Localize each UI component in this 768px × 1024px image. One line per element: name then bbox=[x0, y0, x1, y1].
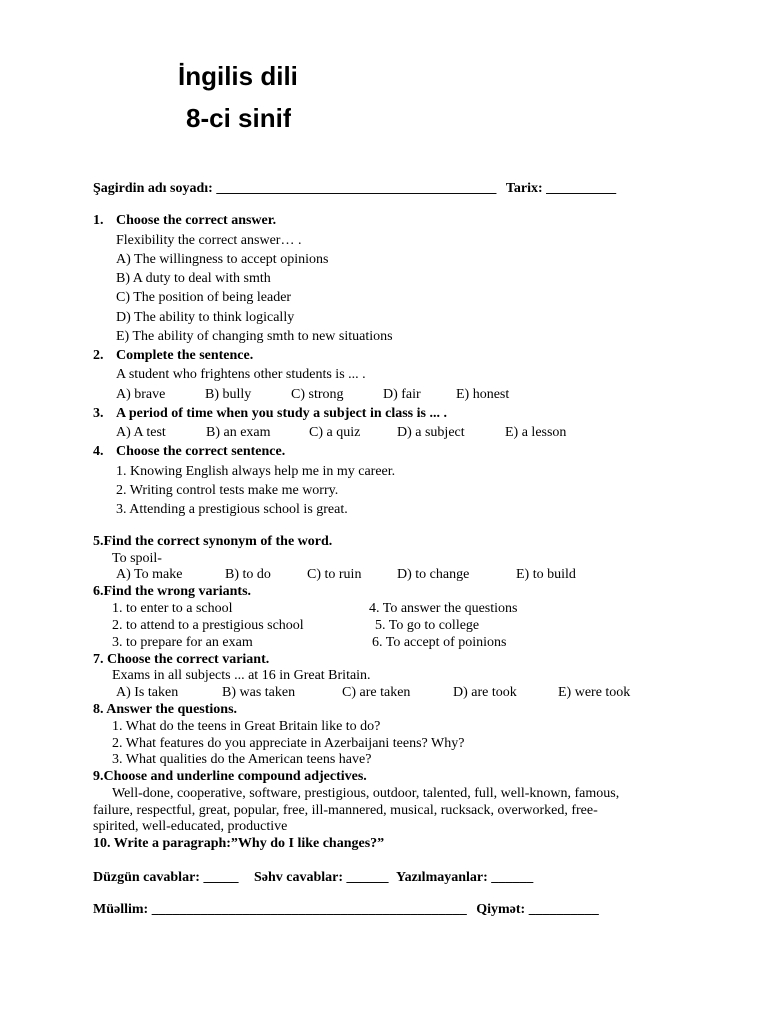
q2-option-e[interactable]: E) honest bbox=[456, 387, 510, 402]
teacher-line bbox=[93, 901, 599, 918]
q1-prompt: Flexibility the correct answer… . bbox=[116, 233, 302, 248]
q5-options-row bbox=[0, 566, 768, 583]
q6-left-1[interactable]: 1. to enter to a school bbox=[112, 601, 233, 616]
q7-options-row bbox=[0, 684, 768, 701]
q8-title: 8. Answer the questions. bbox=[93, 702, 238, 717]
q10-title: 10. Write a paragraph:”Why do I like changes?” bbox=[93, 836, 385, 851]
q2-number: 2. bbox=[93, 348, 104, 363]
q2-option-a[interactable]: A) brave bbox=[116, 387, 166, 402]
q8-item-3: 3. What qualities do the American teens have? bbox=[112, 752, 372, 767]
q4-title: Choose the correct sentence. bbox=[116, 444, 286, 459]
q3-number: 3. bbox=[93, 406, 104, 421]
wrong-answers-label: Səhv cavablar: bbox=[253, 870, 344, 885]
q5-option-c[interactable]: C) to ruin bbox=[307, 567, 362, 582]
q7-option-c[interactable]: C) are taken bbox=[342, 685, 411, 700]
q1-option-a[interactable]: A) The willingness to accept opinions bbox=[116, 252, 329, 267]
q6-right-4[interactable]: 4. To answer the questions bbox=[369, 601, 518, 616]
date-label: Tarix: bbox=[505, 181, 543, 196]
grade-title: 8-ci sinif bbox=[186, 103, 292, 133]
wrong-answers-blank[interactable]: ______ bbox=[346, 870, 389, 885]
q3-title: A period of time when you study a subject in class is ... . bbox=[116, 406, 447, 421]
q3-option-d[interactable]: D) a subject bbox=[397, 425, 465, 440]
q9-word-list-line-1[interactable]: Well-done, cooperative, software, prestigious, outdoor, talented, full, well-known, famous, bbox=[112, 786, 620, 801]
q4-item-3[interactable]: 3. Attending a prestigious school is great. bbox=[116, 502, 348, 517]
student-info-line bbox=[93, 180, 616, 197]
q5-prompt: To spoil- bbox=[112, 551, 162, 566]
q1-number: 1. bbox=[93, 213, 104, 228]
q4-item-2[interactable]: 2. Writing control tests make me worry. bbox=[116, 483, 339, 498]
q2-title: Complete the sentence. bbox=[116, 348, 254, 363]
q7-title: 7. Choose the correct variant. bbox=[93, 652, 270, 667]
q3-options-row bbox=[0, 424, 768, 441]
grade-blank[interactable]: __________ bbox=[528, 902, 599, 917]
q6-left-3[interactable]: 3. to prepare for an exam bbox=[112, 635, 253, 650]
q3-option-e[interactable]: E) a lesson bbox=[505, 425, 567, 440]
q6-left-2[interactable]: 2. to attend to a prestigious school bbox=[112, 618, 304, 633]
q1-option-b[interactable]: B) A duty to deal with smth bbox=[116, 271, 271, 286]
q5-option-e[interactable]: E) to build bbox=[516, 567, 576, 582]
q3-option-a[interactable]: A) A test bbox=[116, 425, 166, 440]
grade-label: Qiymət: bbox=[476, 902, 526, 917]
q7-option-d[interactable]: D) are took bbox=[453, 685, 517, 700]
q9-word-list-line-2[interactable]: failure, respectful, great, popular, free, ill-mannered, musical, rucksack, overworked, free- bbox=[93, 803, 598, 818]
correct-answers-label: Düzgün cavablar: bbox=[93, 870, 200, 885]
q2-options-row bbox=[0, 386, 768, 403]
q3-option-c[interactable]: C) a quiz bbox=[309, 425, 361, 440]
student-name-label: Şagirdin adı soyadı: bbox=[93, 181, 213, 196]
q6-right-6[interactable]: 6. To accept of poinions bbox=[372, 635, 507, 650]
subject-title: İngilis dili bbox=[178, 61, 298, 91]
q4-item-1[interactable]: 1. Knowing English always help me in my career. bbox=[116, 464, 396, 479]
q1-option-e[interactable]: E) The ability of changing smth to new situations bbox=[116, 329, 393, 344]
q1-option-c[interactable]: C) The position of being leader bbox=[116, 290, 292, 305]
q3-option-b[interactable]: B) an exam bbox=[206, 425, 271, 440]
results-line bbox=[93, 869, 533, 886]
q5-option-d[interactable]: D) to change bbox=[397, 567, 470, 582]
q7-prompt: Exams in all subjects ... at 16 in Great Britain. bbox=[112, 668, 371, 683]
q2-option-d[interactable]: D) fair bbox=[383, 387, 421, 402]
q5-option-a[interactable]: A) To make bbox=[116, 567, 183, 582]
q5-option-b[interactable]: B) to do bbox=[225, 567, 271, 582]
q1-option-d[interactable]: D) The ability to think logically bbox=[116, 310, 295, 325]
q6-right-5[interactable]: 5. To go to college bbox=[375, 618, 480, 633]
q7-option-a[interactable]: A) Is taken bbox=[116, 685, 179, 700]
teacher-label: Müəllim: bbox=[93, 902, 149, 917]
q9-word-list-line-3[interactable]: spirited, well-educated, productive bbox=[93, 819, 288, 834]
q7-option-b[interactable]: B) was taken bbox=[222, 685, 296, 700]
student-name-blank[interactable]: ________________________________________ bbox=[216, 181, 497, 196]
correct-answers-blank[interactable]: _____ bbox=[203, 870, 239, 885]
q6-title: 6.Find the wrong variants. bbox=[93, 584, 252, 599]
q7-option-e[interactable]: E) were took bbox=[558, 685, 631, 700]
q8-item-2: 2. What features do you appreciate in Azerbaijani teens? Why? bbox=[112, 736, 465, 751]
q1-title: Choose the correct answer. bbox=[116, 213, 277, 228]
q5-title: 5.Find the correct synonym of the word. bbox=[93, 534, 333, 549]
q8-item-1: 1. What do the teens in Great Britain like to do? bbox=[112, 719, 381, 734]
q4-number: 4. bbox=[93, 444, 104, 459]
teacher-blank[interactable]: _____________________________________________ bbox=[151, 902, 467, 917]
q9-title: 9.Choose and underline compound adjectives. bbox=[93, 769, 367, 784]
q2-option-c[interactable]: C) strong bbox=[291, 387, 344, 402]
date-blank[interactable]: __________ bbox=[546, 181, 617, 196]
unwritten-answers-label: Yazılmayanlar: bbox=[396, 870, 488, 885]
q2-prompt: A student who frightens other students is ... . bbox=[116, 367, 366, 382]
unwritten-answers-blank[interactable]: ______ bbox=[491, 870, 534, 885]
q2-option-b[interactable]: B) bully bbox=[205, 387, 252, 402]
